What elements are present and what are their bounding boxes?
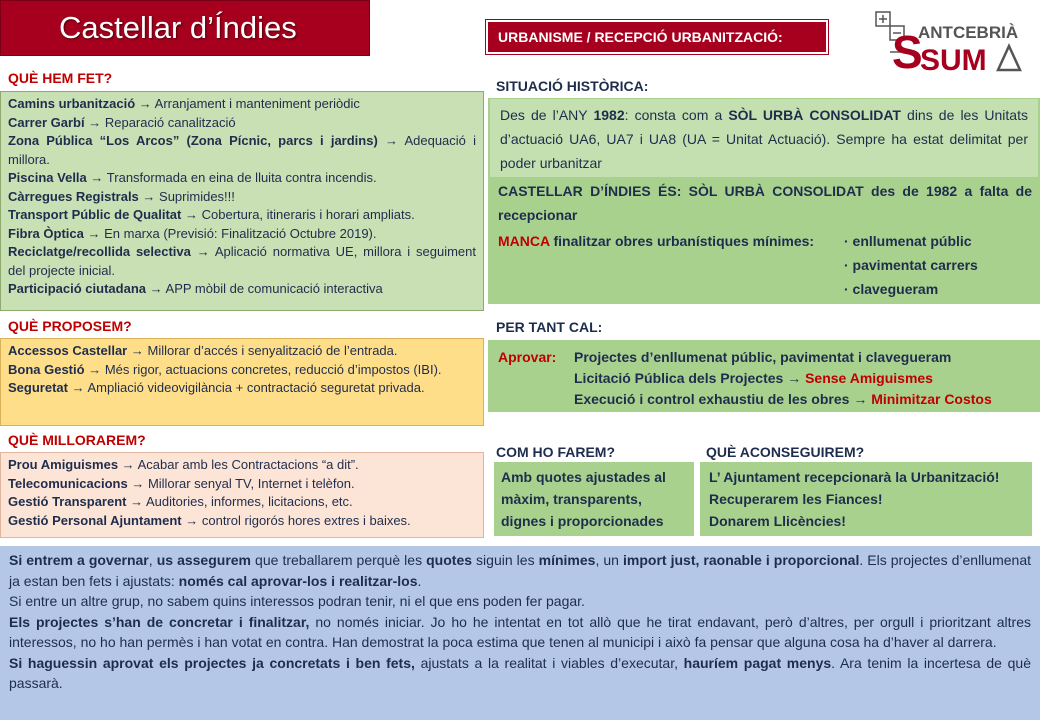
list-item: Telecomunicacions → Millorar senyal TV, Internet i telèfon.	[8, 475, 355, 491]
history-text: Des de l’ANY 1982: consta com a SÒL URBÀ CONSOLIDAT dins de les Unitats d’actuació UA6, UA7 i UA8 (UA = Unitat Actuació). Sempre ha estat delimitat per poder urbanitzar	[490, 99, 1038, 177]
list-item: Transport Públic de Qualitat → Cobertura, itineraris i horari ampliats.	[8, 207, 415, 222]
statement-paragraph: Si entrem a governar, us assegurem que treballarem perquè les quotes siguin les mínimes, un import just, raonable i proporcional. Els projectes d’enllumenat ja estan ben fets i ajustats: només cal aprovar-los i realitzar-los.	[9, 552, 1031, 589]
list-item: Reciclatge/recollida selectiva → Aplicació normativa UE, millora i seguiment del projecte inicial.	[8, 244, 476, 278]
list-item: · enllumenat públic	[844, 233, 972, 249]
propose-heading: QUÈ PROPOSEM?	[8, 318, 132, 334]
list-item: Camins urbanització → Arranjament i manteniment periòdic	[8, 96, 360, 111]
approve-panel	[488, 340, 1040, 412]
approve-line: Execució i control exhaustiu de les obres → Minimitzar Costos	[574, 391, 992, 407]
list-item: Accessos Castellar → Millorar d’accés i senyalització de l’entrada.	[8, 343, 398, 358]
list-item: Participació ciutadana → APP mòbil de comunicació interactiva	[8, 281, 383, 296]
list-item: Gestió Transparent → Auditories, informes, licitacions, etc.	[8, 494, 353, 509]
done-heading: QUÈ HEM FET?	[8, 70, 113, 86]
how-heading: COM HO FAREM?	[496, 444, 615, 460]
propose-panel	[0, 338, 484, 426]
logo	[874, 8, 1030, 74]
svg-text:S: S	[892, 26, 923, 74]
page-title: Castellar d’Índies	[59, 10, 297, 45]
statement-paragraph: Si haguessin aprovat els projectes ja concretats i ben fets, ajustats a la realitat i viables d’executar, hauríem pagat menys. Ara tenim la incertesa de què passarà.	[9, 654, 1032, 691]
logo-bottom-text: SUM	[920, 44, 987, 74]
list-item: Seguretat → Ampliació videovigilància + contractació seguretat privada.	[8, 380, 425, 395]
section-banner-text: URBANISME / RECEPCIÓ URBANITZACIÓ:	[498, 29, 783, 45]
list-item: Zona Pública “Los Arcos” (Zona Pícnic, parcs i jardins) → Adequació i millora.	[8, 133, 476, 167]
status-text: CASTELLAR D’ÍNDIES ÉS: SÒL URBÀ CONSOLIDAT des de 1982 a falta de recepcionar	[498, 183, 1032, 223]
statement-panel	[0, 546, 1040, 720]
list-item: Càrregues Registrals → Suprimides!!!	[8, 188, 235, 204]
list-item: L’ Ajuntament recepcionarà la Urbanització!	[709, 469, 1000, 485]
approve-label: Aprovar:	[498, 349, 557, 365]
statement-paragraph: Si entre un altre grup, no sabem quins interessos podran tenir, ni el que ens poden fer pagar.	[9, 593, 585, 609]
done-panel	[0, 91, 484, 311]
page-title-box	[0, 0, 370, 56]
therefore-heading: PER TANT CAL:	[496, 319, 603, 335]
logo-graphic	[874, 8, 1030, 74]
list-item: Piscina Vella → Transformada en eina de lluita contra incendis.	[8, 170, 377, 185]
approve-line: Licitació Pública dels Projectes → Sense Amiguismes	[574, 370, 933, 386]
list-item: Bona Gestió → Més rigor, actuacions concretes, reducció d’impostos (IBI).	[8, 361, 442, 377]
manca-block: MANCA finalitzar obres urbanístiques mínimes: · enllumenat públic · pavimentat carrers · clavegueram	[498, 229, 1038, 253]
list-item: · clavegueram	[844, 281, 939, 297]
logo-top-text: ANTCEBRIÀ	[918, 23, 1019, 42]
section-banner	[486, 20, 828, 54]
approve-line: Projectes d’enllumenat públic, pavimentat i clavegueram	[574, 349, 952, 365]
how-panel: Amb quotes ajustades al màxim, transparents, dignes i proporcionades	[494, 462, 694, 536]
gain-heading: QUÈ ACONSEGUIREM?	[706, 444, 865, 460]
gain-panel	[700, 462, 1032, 536]
list-item: Gestió Personal Ajuntament → control rigorós hores extres i baixes.	[8, 512, 411, 528]
statement-paragraph: Els projectes s’han de concretar i finalitzar, no només iniciar. Jo ho he intentat en tot allò que he tirat endavant, però d’altres, per orgull i prioritzant altres interessos, no ho han permès i han votat en contra. Han demostrat la poca estima que tenen al municipi i això fa pensar que alguna cosa ha d’haver al darrera.	[9, 613, 1031, 650]
history-heading: SITUACIÓ HISTÒRICA:	[496, 78, 649, 94]
improve-panel	[0, 452, 484, 538]
list-item: Fibra Òptica → En marxa (Previsió: Finalització Octubre 2019).	[8, 225, 377, 241]
list-item: · pavimentat carrers	[844, 257, 978, 273]
approve-lines	[574, 347, 1034, 410]
list-item: Carrer Garbí → Reparació canalització	[8, 114, 236, 130]
list-item: Prou Amiguismes → Acabar amb les Contractacions “a dit”.	[8, 457, 359, 472]
manca-bullets	[844, 229, 1034, 301]
list-item: Recuperarem les Fiances!	[709, 491, 883, 507]
list-item: Donarem Llicències!	[709, 513, 846, 529]
improve-heading: QUÈ MILLORAREM?	[8, 432, 146, 448]
